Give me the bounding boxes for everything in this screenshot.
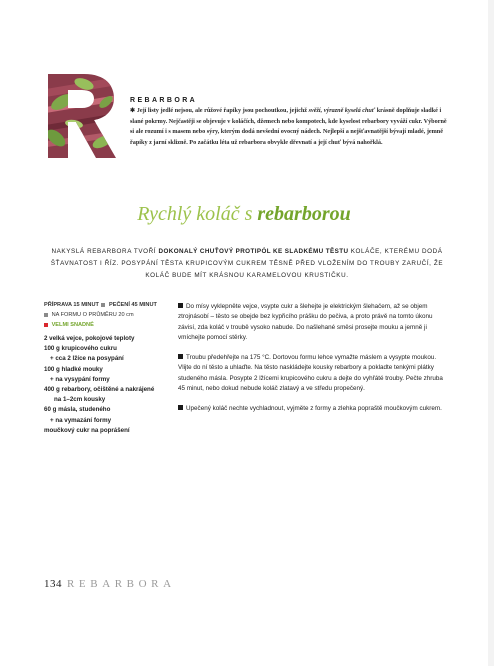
page-number: 134 [44, 578, 62, 590]
meta-form-row [44, 310, 172, 320]
intro-paragraph [130, 106, 450, 148]
method-step [178, 404, 448, 414]
page-footer [44, 578, 176, 590]
form-size: NA FORMU O PRŮMĚRU 20 cm [51, 312, 134, 318]
step-square-icon [178, 303, 183, 308]
difficulty: VELMI SNADNÉ [51, 322, 94, 328]
ingredient-item: + na vymazání formy [50, 416, 112, 424]
prep-time: PŘÍPRAVA 15 MINUT [44, 302, 99, 308]
rhubarb-letter-r-graphic [44, 72, 120, 160]
square-bullet-icon [44, 313, 48, 317]
lead-text-2: KOLÁČE, KTERÉMU DODÁ ŠŤAVNATOST I ŘÍZ. POSYPÁNÍ TĚSTA KRUPICOVÝM CUKREM TĚSNĚ PŘED VLOŽENÍM DO TROUBY ZARUČÍ, ŽE KOLÁČ BUDE MÍT KRÁSNOU KARAMELOVOU KRUSTIČKU. [50, 248, 444, 279]
intro-text-2: krásně doplňuje sladké i slané pokrmy. Nejčastěji se objevuje v koláčích, džemech nebo kompotech, kde kyselost rebarbory vyváží cukr. Výborně si ale rozumí i s masem nebo sýry, kterým dodá nevšední ovocný nádech. Nejlepší a nejšťavnatější bývají mladé, jemně řapíky z jarní sklizně. Po začátku léta už rebarbora obvykle dřevnatí a její chuť bývá nahořklá. [130, 107, 447, 146]
star-bullet-icon: ✱ [130, 107, 136, 114]
meta-difficulty-row [44, 320, 172, 330]
section-kicker: REBARBORA [130, 97, 198, 104]
recipe-title-main: Rychlý koláč s [137, 203, 258, 225]
step-text: Troubu předehřejte na 175 °C. Dortovou formu lehce vymažte máslem a vysypte moukou. Vlijte do ní těsto a uhlaďte. Na těsto naskládejte kousky rebarbory a pokladte tenkými plátky studeného másla. Posypte 2 lžícemi krupicového cukru a dejte do vyhřáté trouby. Pečte zhruba 45 minut, nebo dokud nebude koláč zlatavý a ve středu propečený. [178, 354, 443, 393]
ingredient-item: + cca 2 lžíce na posypání [50, 355, 124, 363]
ingredient-item: + na vysypání formy [50, 375, 110, 383]
intro-text-1: Její listy jedlé nejsou, ale růžové řapíky jsou pochoutkou, jejichž [136, 107, 309, 114]
step-text: Do mísy vyklepněte vejce, vsypte cukr a šlehejte je elektrickým šlehačem, až se objem ztrojnásobí – těsto se obejde bez kypřicího prášku do pečiva, a proto právě na tomto úkonu závisí, zda koláč v troubě vysoko nabude. Do našlehané směsi prosejte mouku a jemně ji vmíchejte pomocí stěrky. [178, 303, 433, 341]
ingredient-item: 2 velká vejce, pokojové teploty [44, 335, 135, 342]
ingredient-item: 60 g másla, studeného [44, 406, 111, 414]
footer-section: REBARBORA [67, 578, 176, 590]
ingredient-item: 100 g krupicového cukru [44, 345, 117, 353]
step-square-icon [178, 405, 183, 410]
intro-italic: svěží, výrazně kyselá chuť [308, 107, 376, 114]
method-step [178, 302, 448, 343]
lead-text-1: NAKYSLÁ REBARBORA TVOŘÍ [51, 248, 159, 255]
meta-time-row [44, 300, 172, 310]
square-bullet-icon [101, 303, 105, 307]
recipe-title-bold: rebarborou [257, 203, 351, 225]
difficulty-square-icon [44, 323, 48, 327]
step-text: Upečený koláč nechte vychladnout, vyjměte z formy a zlehka popraště moučkovým cukrem. [186, 405, 442, 413]
ingredient-item: 100 g hladké mouky [44, 365, 103, 373]
lead-bold: DOKONALÝ CHUŤOVÝ PROTIPÓL KE SLADKÉMU TĚSTU [158, 248, 349, 255]
page-edge [488, 0, 494, 666]
method-step [178, 353, 448, 394]
bake-time: PEČENÍ 45 MINUT [109, 302, 157, 308]
recipe-lead [38, 246, 456, 282]
ingredient-item: na 1–2cm kousky [54, 396, 106, 404]
recipe-meta [44, 300, 172, 330]
ingredient-item: 400 g rebarbory, očištěné a nakrájené [44, 386, 155, 394]
method-steps [178, 302, 448, 425]
ingredients-list [44, 334, 184, 436]
step-square-icon [178, 354, 183, 359]
ingredient-item: moučkový cukr na poprášení [44, 426, 130, 434]
recipe-title [0, 203, 488, 226]
